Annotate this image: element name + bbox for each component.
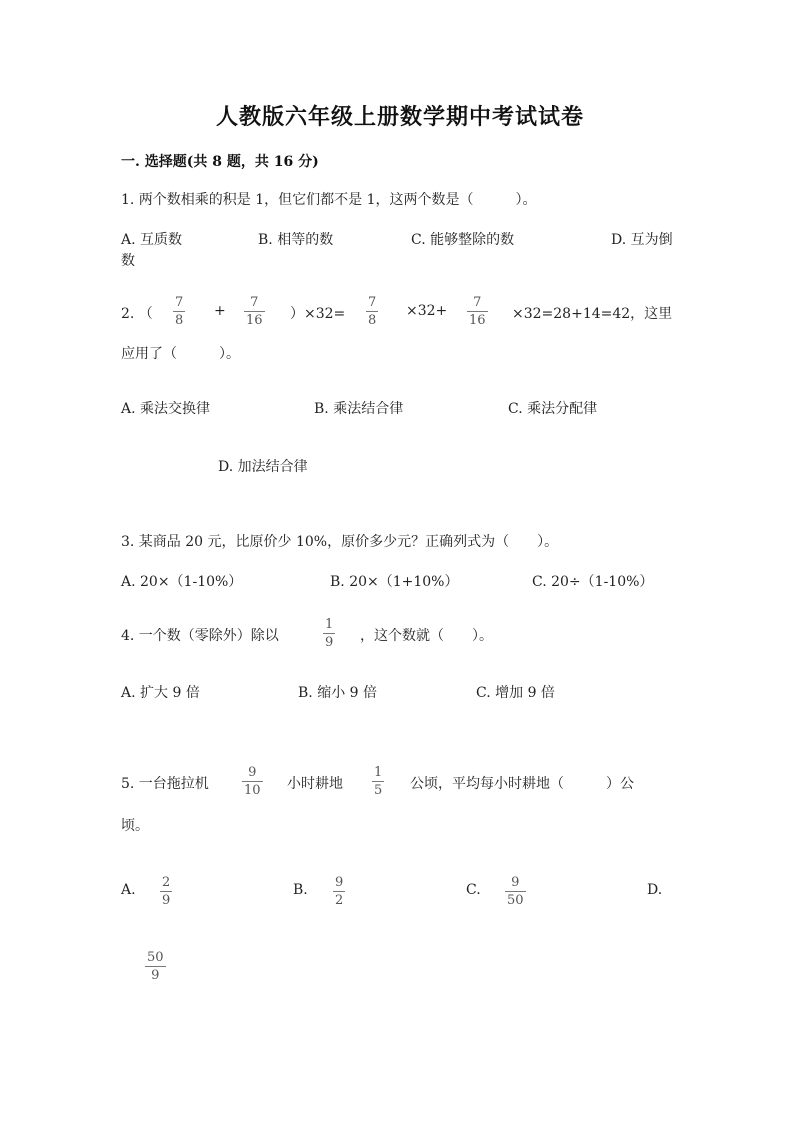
question-2-part4: ×32=28+14=42，这里 [512,306,673,322]
q5-option-d[interactable]: D. [647,882,663,898]
question-2-part2: ）×32= [290,306,346,322]
numerator: 1 [374,765,383,780]
denominator: 5 [374,783,383,798]
question-2-part1: 2. （ [121,306,153,322]
denominator: 9 [325,635,334,650]
q2-fraction-4 [467,295,488,328]
question-2-part3: ×32+ [406,303,448,319]
denominator: 9 [162,893,171,908]
q5-option-a[interactable]: A. [121,882,136,898]
q4-fraction [323,617,335,650]
q5-fraction-2 [372,765,384,798]
denominator: 8 [175,313,184,328]
denominator: 8 [368,313,377,328]
question-1-stem: 1. 两个数相乘的积是 1，但它们都不是 1，这两个数是（ ）。 [121,192,537,208]
numerator: 9 [511,875,520,890]
numerator: 9 [248,765,257,780]
q1-option-c[interactable]: C. 能够整除的数 [411,232,515,248]
q1-option-a[interactable]: A. 互质数 [121,232,183,248]
q1-option-d-continued: 数 [121,253,135,269]
q2-option-a[interactable]: A. 乘法交换律 [121,401,211,417]
question-5-line2: 顷。 [121,818,149,834]
q2-fraction-3 [366,295,378,328]
denominator: 9 [151,968,160,983]
question-4-part1: 4. 一个数（零除外）除以 [121,628,279,644]
q3-option-b[interactable]: B. 20×（1+10%） [330,574,459,590]
question-5-part3: 公顷，平均每小时耕地（ ）公 [410,776,634,792]
q2-option-c[interactable]: C. 乘法分配律 [508,401,598,417]
question-4-part2: ，这个数就（ ）。 [360,628,493,644]
q2-fraction-2 [244,295,265,328]
section-heading: 一. 选择题(共 8 题，共 16 分) [121,154,319,170]
numerator: 7 [175,295,184,310]
q5-option-c[interactable]: C. [466,882,481,898]
numerator: 7 [250,295,259,310]
numerator: 2 [162,875,171,890]
q5-option-d-fraction [145,950,166,983]
question-5-part2: 小时耕地 [287,776,343,792]
denominator: 50 [507,893,524,908]
numerator: 7 [473,295,482,310]
q3-option-c[interactable]: C. 20÷（1-10%） [532,574,654,590]
q3-option-a[interactable]: A. 20×（1-10%） [121,574,243,590]
denominator: 10 [244,783,261,798]
page-title: 人教版六年级上册数学期中考试试卷 [215,104,584,130]
q2-option-d[interactable]: D. 加法结合律 [218,459,308,475]
q4-option-c[interactable]: C. 增加 9 倍 [476,685,555,701]
numerator: 7 [368,295,377,310]
q1-option-d[interactable]: D. 互为倒 [611,232,673,248]
q4-option-a[interactable]: A. 扩大 9 倍 [121,685,200,701]
denominator: 2 [335,893,344,908]
numerator: 9 [335,875,344,890]
q2-fraction-1 [173,295,185,328]
q5-option-a-fraction [160,875,172,908]
q1-option-b[interactable]: B. 相等的数 [258,232,334,248]
q5-option-c-fraction [505,875,526,908]
q5-fraction-1 [242,765,263,798]
q4-option-b[interactable]: B. 缩小 9 倍 [298,685,377,701]
plus-sign: + [214,303,226,319]
denominator: 16 [246,313,263,328]
question-5-part1: 5. 一台拖拉机 [121,776,209,792]
question-3-stem: 3. 某商品 20 元，比原价少 10%，原价多少元？正确列式为（ ）。 [121,534,559,550]
numerator: 1 [325,617,334,632]
q5-option-b-fraction [333,875,345,908]
question-2-line2: 应用了（ ）。 [121,346,240,362]
numerator: 50 [147,950,164,965]
q2-option-b[interactable]: B. 乘法结合律 [314,401,404,417]
q5-option-b[interactable]: B. [293,882,308,898]
denominator: 16 [469,313,486,328]
